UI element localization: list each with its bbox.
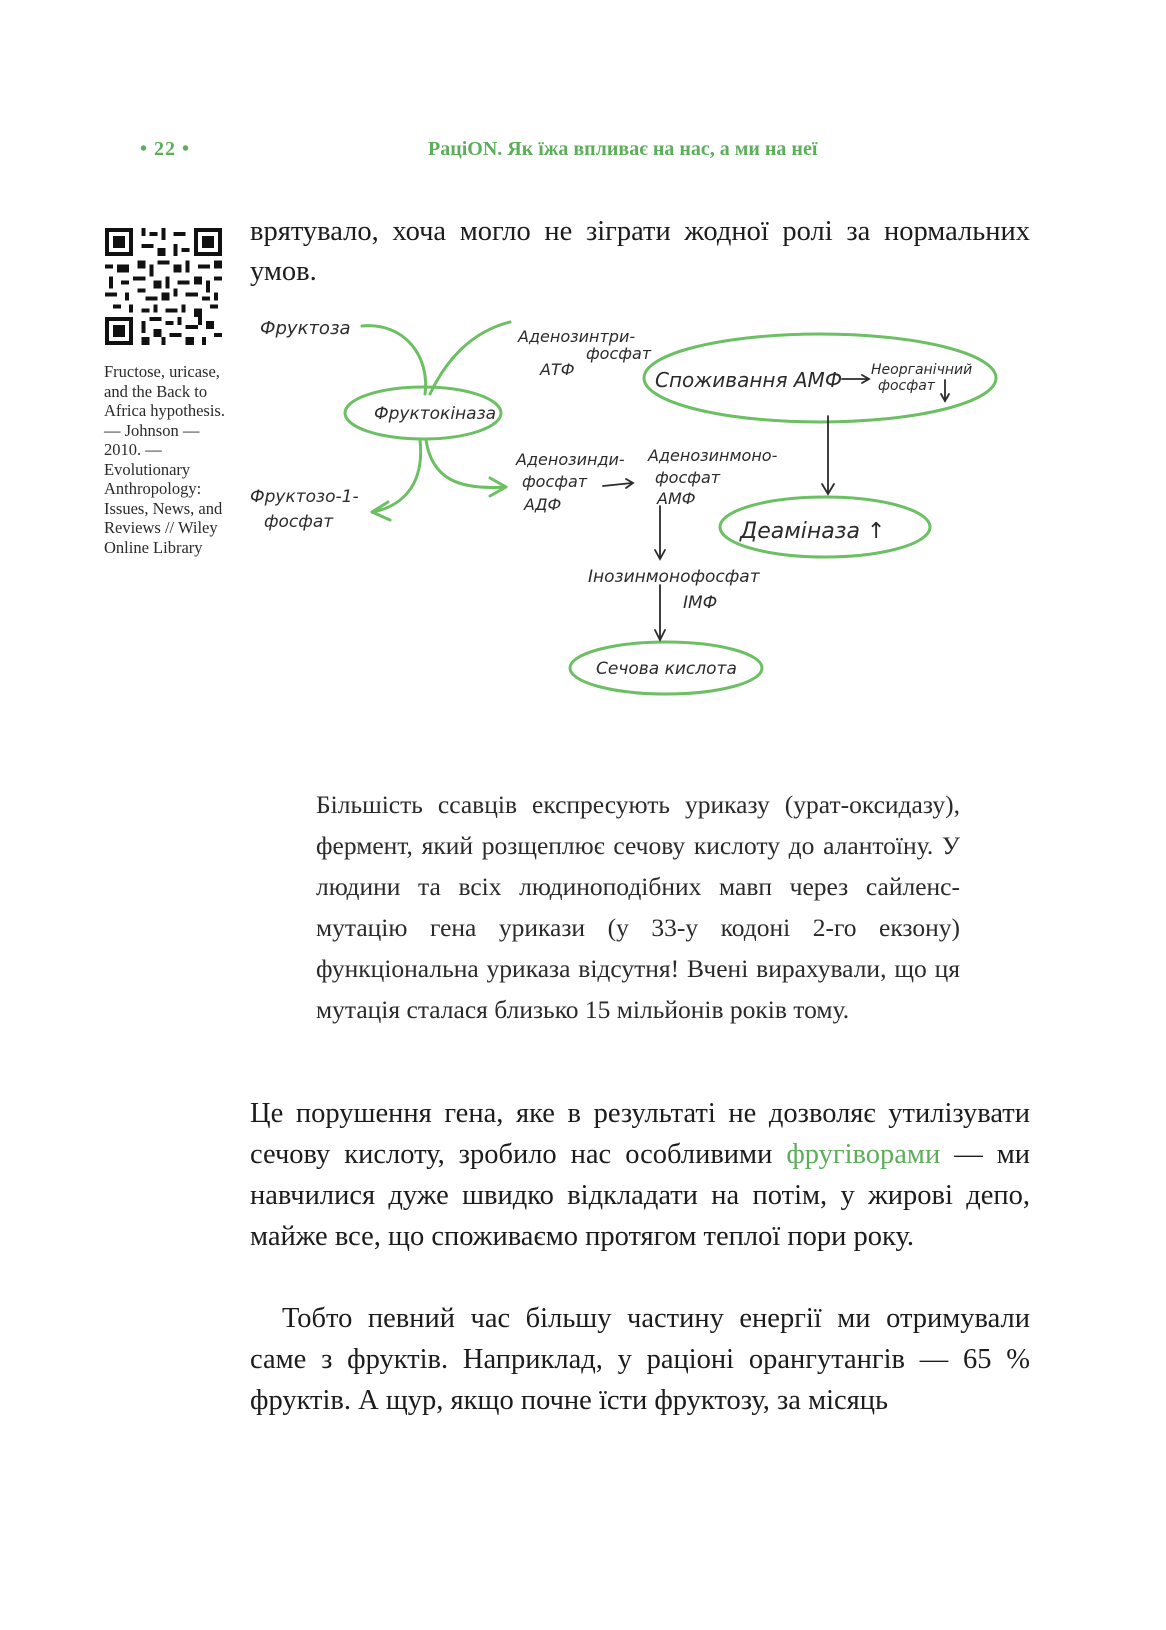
label-f1p-1: Фруктозо-1- bbox=[250, 487, 359, 507]
label-amp-consumption: Споживання АМФ bbox=[655, 368, 843, 392]
paragraph-main-before: Це порушення гена, яке в результаті не дозволяє утилізувати сечову кислоту, зробило нас особливими bbox=[250, 1098, 1030, 1170]
label-adp-1: Аденозинди- bbox=[516, 450, 625, 469]
label-inorganic-2: фосфат bbox=[878, 378, 935, 394]
label-amp-3: АМФ bbox=[657, 489, 696, 508]
label-atp-1: Аденозинтри- bbox=[518, 327, 636, 346]
label-fructose: Фруктоза bbox=[260, 318, 351, 339]
label-amp-2: фосфат bbox=[655, 468, 721, 487]
sidenote-citation: Fructose, uricase, and the Back to Africa hypothesis. — Johnson — 2010. — Evolutionary Anthropology: Issues, News, and Reviews // Wiley Online Library bbox=[104, 362, 225, 557]
label-imp-2: ІМФ bbox=[683, 593, 718, 613]
label-deaminase: Деаміназа ↑ bbox=[740, 519, 886, 544]
page-number: • 22 • bbox=[140, 138, 191, 160]
label-atp-2: фосфат bbox=[586, 344, 652, 363]
qr-code[interactable] bbox=[105, 228, 222, 345]
label-adp-3: АДФ bbox=[524, 495, 562, 514]
label-imp-1: Інозинмонофосфат bbox=[588, 567, 760, 587]
label-fructokinase: Фруктокіназа bbox=[374, 404, 497, 424]
adp-to-amp-arrow bbox=[603, 483, 632, 486]
fructose-metabolism-diagram bbox=[250, 312, 1040, 722]
label-uric-acid: Сечова кислота bbox=[596, 659, 737, 679]
label-f1p-2: фосфат bbox=[264, 512, 334, 532]
label-inorganic-1: Неорганічний bbox=[871, 362, 973, 378]
quote-block: Більшість ссавців експресують уриказу (урат-оксидазу), фермент, який розщеплює сечову кислоту до алантоїну. У людини та всіх людиноподібних мавп через сайленс-мутацію гена урикази (у 33-у кодоні 2-го екзону) функціональна уриказа відсутня! Вчені вирахували, що ця мутація сталася близько 15 мільйонів років тому. bbox=[316, 790, 960, 1024]
label-atp-3: АТФ bbox=[540, 360, 575, 379]
paragraph-top: врятувало, хоча могло не зіграти жодної ролі за нормальних умов. bbox=[250, 216, 1030, 287]
paragraph-second: Тобто певний час більшу частину енергії ми отримували саме з фруктів. Наприклад, у раціоні орангутангів — 65 % фруктів. А щур, якщо почне їсти фруктозу, за місяць bbox=[250, 1303, 1030, 1416]
paragraph-main-after: — ми навчилися дуже швидко відкладати на потім, у жирові депо, майже все, що споживаємо протягом теплої пори року. bbox=[250, 1139, 1030, 1252]
frugivores-link[interactable]: фругіворами bbox=[786, 1139, 941, 1170]
fructose-branch-line bbox=[362, 326, 426, 394]
paragraph-main bbox=[250, 1093, 1030, 1257]
running-title: РаціON. Як їжа впливає на нас, а ми на неї bbox=[428, 138, 818, 160]
branch-to-f1p-arrow bbox=[372, 440, 421, 512]
atp-branch-line bbox=[430, 322, 510, 394]
label-amp-1: Аденозинмоно- bbox=[648, 446, 778, 465]
page-header bbox=[0, 138, 1166, 170]
label-adp-2: фосфат bbox=[522, 472, 588, 491]
